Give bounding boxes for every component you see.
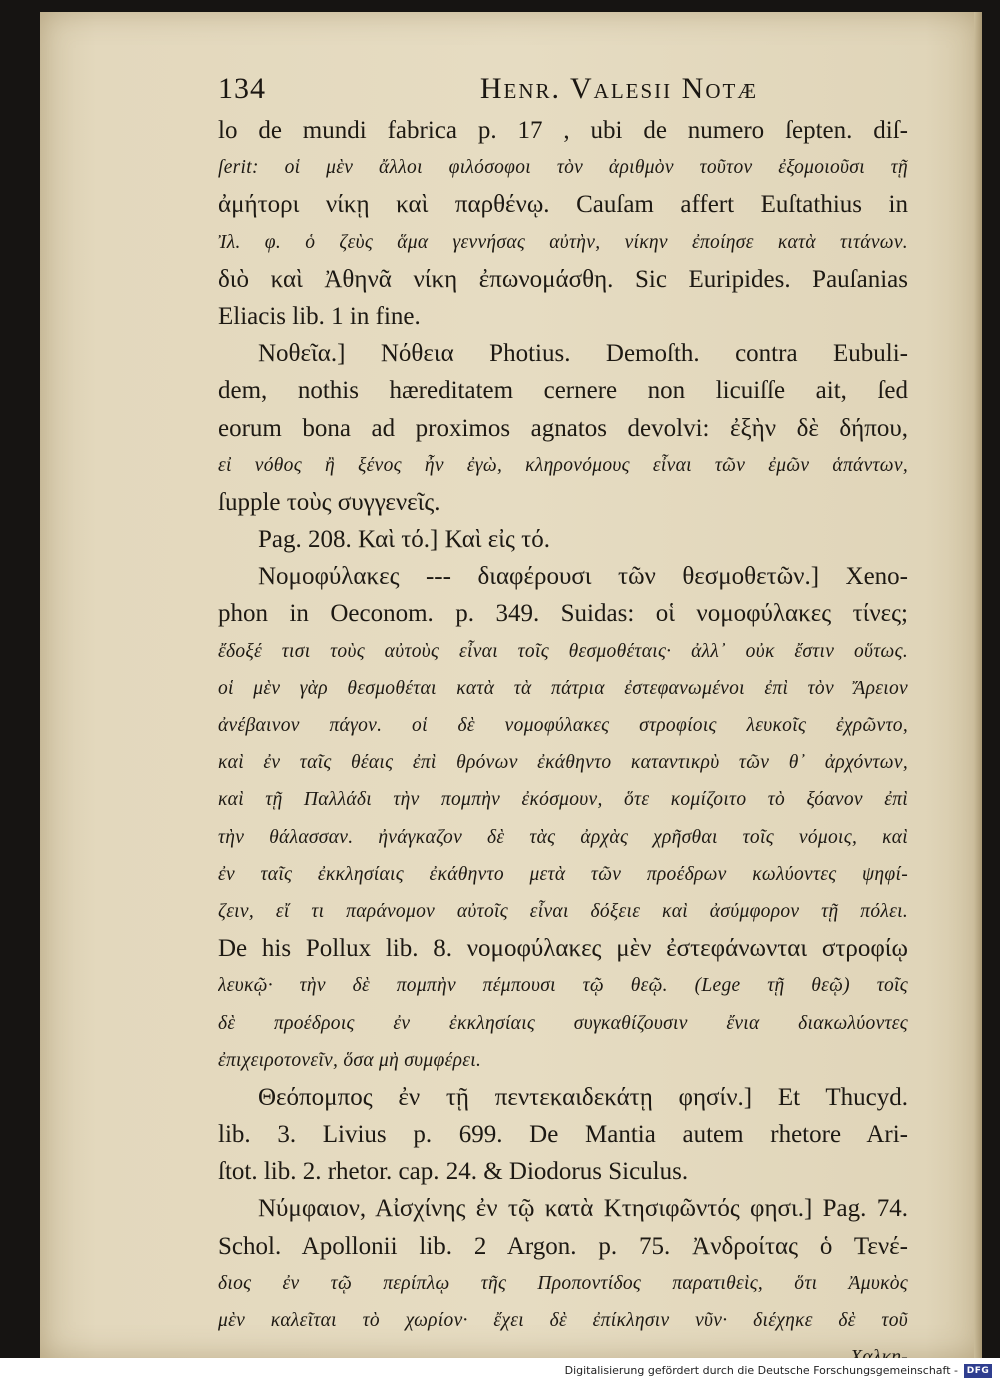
- text-line: Ἰλ. φ. ὁ ζεὺς ἅμα γεννήσας αὐτὴν, νίκην ἐποίησε κατὰ τιτάνων.: [218, 231, 908, 253]
- text-line: ἐπιχειροτονεῖν, ὅσα μὴ συμφέρει.: [218, 1049, 482, 1071]
- funding-notice: Digitalisierung gefördert durch die Deutsche Forschungsgemeinschaft -: [564, 1364, 958, 1377]
- text-line: ἀμήτορι νίκῃ καὶ παρθένῳ. Cauſam affert Euſtathius in: [218, 191, 908, 219]
- text-line: διὸ καὶ Ἀθηνᾶ νίκη ἐπωνομάσθη. Sic Euripides. Pauſanias: [218, 265, 908, 293]
- text-line: ἀνέβαινον πάγον. οἱ δὲ νομοφύλακες στροφίοις λευκοῖς ἐχρῶντο,: [218, 715, 908, 736]
- text-line: Eliacis lib. 1 in fine.: [218, 302, 421, 330]
- dfg-logo: DFG: [964, 1364, 992, 1378]
- running-head: [218, 72, 758, 106]
- text-line: ζειν, εἴ τι παράνομον αὐτοῖς εἶναι δόξειε καὶ ἀσύμφορον τῇ πόλει.: [218, 900, 908, 922]
- text-line: ſupple τοὺς συγγενεῖς.: [218, 488, 441, 516]
- running-title: Henr. Valesii Notæ: [479, 72, 758, 105]
- text-line: ἔδοξέ τισι τοὺς αὐτοὺς εἶναι τοῖς θεσμοθέταις· ἀλλ᾽ οὐκ ἔστιν οὕτως.: [218, 640, 908, 662]
- text-line: Νύμφαιον, Αἰσχίνης ἐν τῷ κατὰ Κτησιφῶντός φησι.] Pag. 74.: [258, 1195, 908, 1223]
- text-line: De his Pollux lib. 8. νομοφύλακες μὲν ἐστεφάνωνται στροφίῳ: [218, 935, 908, 963]
- text-line: εἰ νόθος ἢ ξένος ἦν ἐγὼ, κληρονόμους εἶναι τῶν ἐμῶν ἁπάντων,: [218, 454, 908, 476]
- text-line: λευκῷ· τὴν δὲ πομπὴν πέμπουσι τῷ θεῷ. (Lege τῇ θεῷ) τοῖς: [218, 975, 908, 997]
- footer-bar: [0, 1358, 1000, 1383]
- text-line: καὶ τῇ Παλλάδι τὴν πομπὴν ἐκόσμουν, ὅτε κομίζοιτο τὸ ξόανον ἐπὶ: [218, 789, 908, 811]
- text-line: διος ἐν τῷ περίπλῳ τῆς Προποντίδος παρατιθεὶς, ὅτι Ἀμυκὸς: [218, 1272, 908, 1294]
- text-line: δὲ προέδροις ἐν ἐκκλησίαις συγκαθίζουσιν ἔνια διακωλύοντες: [218, 1012, 908, 1034]
- text-line: τὴν θάλασσαν. ἠνάγκαζον δὲ τὰς ἀρχὰς χρῆσθαι τοῖς νόμοις, καὶ: [218, 826, 908, 848]
- text-line: μὲν καλεῖται τὸ χωρίον· ἔχει δὲ ἐπίκλησιν νῦν· διέχηκε δὲ τοῦ: [218, 1310, 908, 1331]
- text-line: dem, nothis hæreditatem cernere non licuiſſe ait, ſed: [218, 377, 908, 405]
- text-line: phon in Oeconom. p. 349. Suidas: οἱ νομοφύλακες τίνες;: [218, 600, 908, 628]
- text-line: Θεόπομπος ἐν τῇ πεντεκαιδεκάτῃ φησίν.] Et Thucyd.: [258, 1083, 908, 1111]
- text-line: eorum bona ad proximos agnatos devolvi: ἐξὴν δὲ δήπου,: [218, 414, 908, 442]
- page-number: 134: [218, 72, 266, 105]
- text-line: καὶ ἐν ταῖς θέαις ἐπὶ θρόνων ἐκάθηντο καταντικρὺ τῶν θ᾽ ἀρχόντων,: [218, 752, 908, 774]
- text-line: Νομοφύλακες --- διαφέρουσι τῶν θεσμοθετῶν.] Xeno-: [258, 563, 908, 591]
- text-line: Schol. Apollonii lib. 2 Argon. p. 75. Ἀνδροίτας ὁ Τενέ-: [218, 1232, 908, 1260]
- text-line: lo de mundi fabrica p. 17 , ubi de numero ſepten. diſ-: [218, 117, 908, 144]
- text-line: lib. 3. Livius p. 699. De Mantia autem rhetore Ari-: [218, 1121, 908, 1149]
- text-body: [218, 112, 908, 1376]
- text-line: Pag. 208. Καὶ τό.] Καὶ εἰς τό.: [258, 526, 550, 554]
- text-line: ſtot. lib. 2. rhetor. cap. 24. & Diodorus Siculus.: [218, 1158, 689, 1186]
- text-line: Νοθεῖα.] Νόθεια Photius. Demoſth. contra Eubuli-: [258, 340, 908, 368]
- text-line: οἱ μὲν γὰρ θεσμοθέται κατὰ τὰ πάτρια ἐστεφανωμένοι ἐπὶ τὸν Ἄρειον: [218, 677, 908, 699]
- page-edge: [974, 12, 982, 1358]
- text-line: ἐν ταῖς ἐκκλησίαις ἐκάθηντο μετὰ τῶν προέδρων κωλύοντες ψηφί-: [218, 863, 908, 885]
- text-line: ſerit: οἱ μὲν ἄλλοι φιλόσοφοι τὸν ἀριθμὸν τοῦτον ἐξομοιοῦσι τῇ: [218, 157, 908, 179]
